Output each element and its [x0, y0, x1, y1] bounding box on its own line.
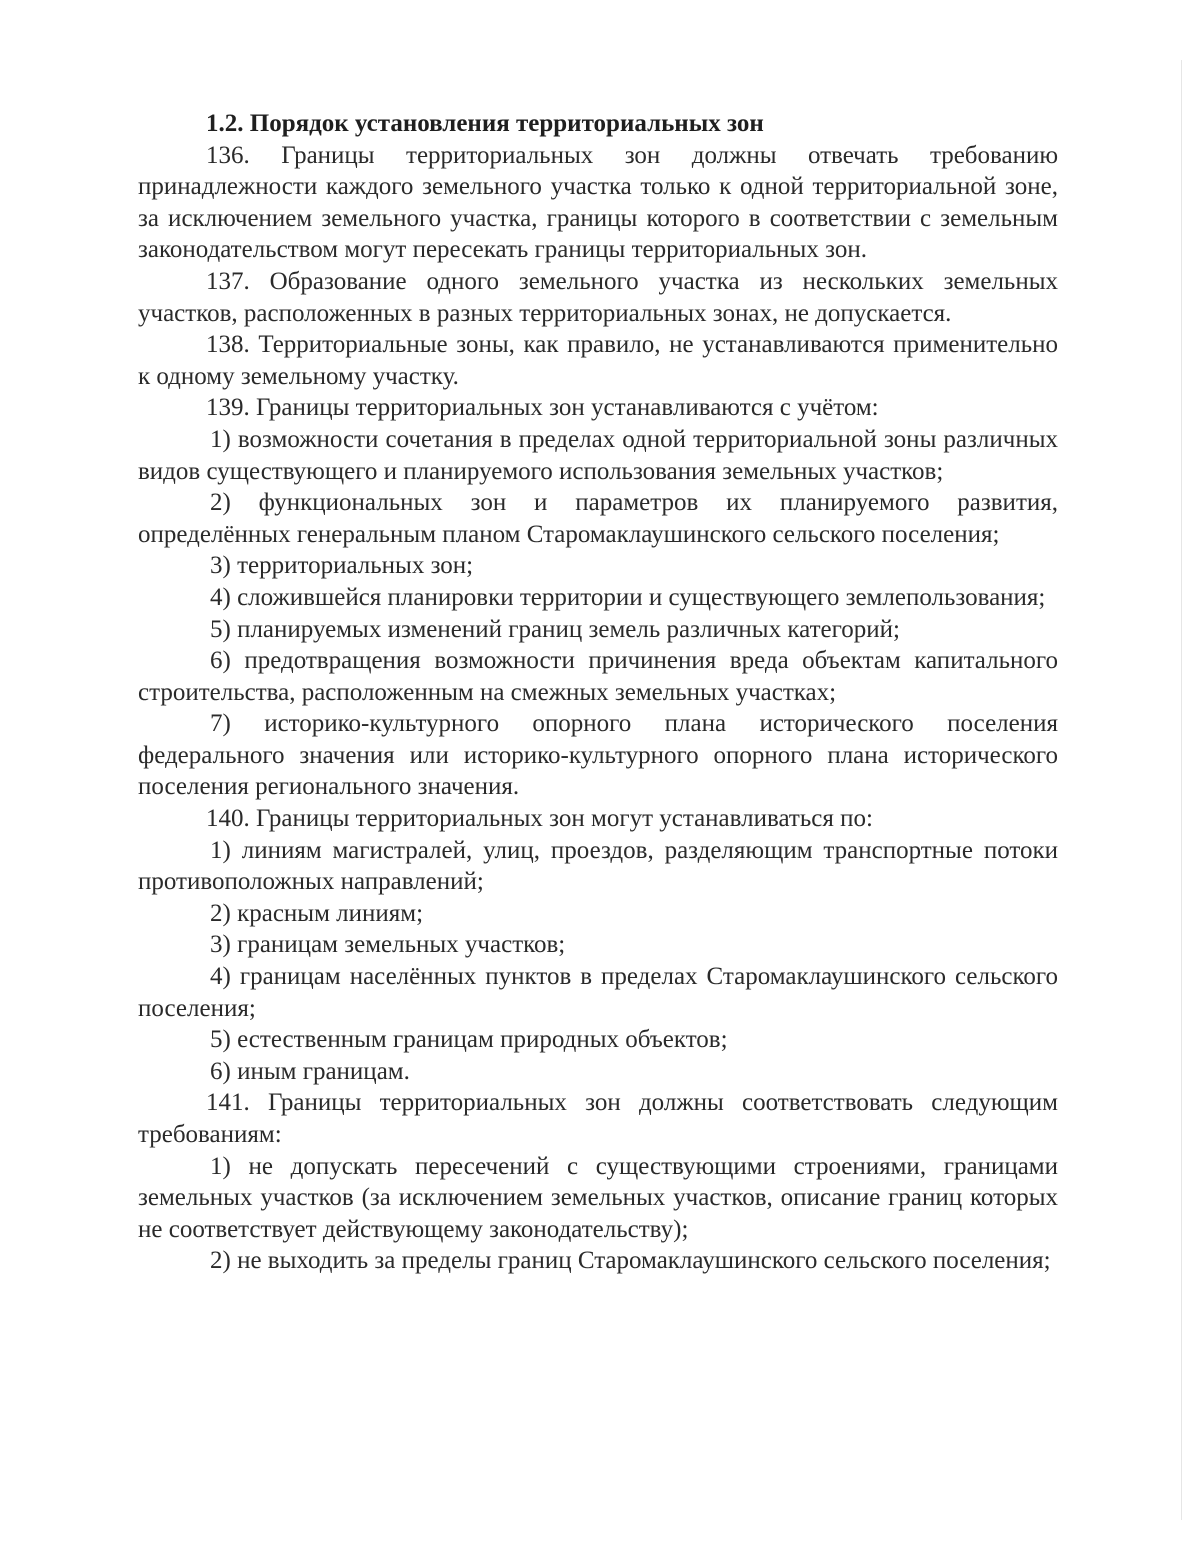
item-number: 7) [210, 710, 231, 738]
list-item [138, 582, 1058, 614]
item-number: 2) [210, 899, 231, 927]
item-text: красным линиям; [237, 899, 424, 927]
list-item [138, 835, 1058, 898]
item-number: 2) [210, 1247, 231, 1275]
scan-edge-line [1181, 60, 1182, 1520]
item-text: территориальных зон; [237, 552, 474, 580]
paragraph-number: 138. [206, 331, 250, 359]
item-text: не выходить за пределы границ Старомаклаушинского сельского поселения; [237, 1247, 1051, 1275]
section-title: 1.2. Порядок установления территориальных зон [206, 110, 764, 137]
list-item [138, 929, 1058, 961]
item-text: линиям магистралей, улиц, проездов, разделяющим транспортные потоки противоположных направлений; [138, 836, 1058, 896]
list-item [138, 487, 1058, 550]
item-number: 4) [210, 963, 231, 991]
item-number: 4) [210, 583, 231, 611]
item-number: 6) [210, 1057, 231, 1085]
paragraph-140 [138, 803, 1058, 835]
list-item [138, 708, 1058, 803]
item-text: иным границам. [237, 1057, 410, 1085]
paragraph-136 [138, 140, 1058, 266]
list-item [138, 898, 1058, 930]
item-number: 6) [210, 647, 231, 675]
item-number: 2) [210, 489, 231, 517]
list-item [138, 1245, 1058, 1277]
paragraph-text: Границы территориальных зон устанавливаются с учётом: [256, 394, 879, 422]
paragraph-139 [138, 392, 1058, 424]
item-number: 5) [210, 1026, 231, 1054]
item-number: 1) [210, 425, 231, 453]
paragraph-number: 139. [206, 394, 250, 422]
item-text: сложившейся планировки территории и существующего землепользования; [237, 583, 1046, 611]
paragraph-text: Границы территориальных зон должны соответствовать следующим требованиям: [138, 1089, 1058, 1148]
item-text: историко-культурного опорного плана исторического поселения федерального значения или историко-культурного опорного плана исторического поселения регионального значения. [138, 710, 1058, 801]
paragraph-number: 136. [206, 141, 250, 169]
list-item [138, 645, 1058, 708]
item-number: 1) [210, 836, 231, 864]
list-item [138, 961, 1058, 1024]
paragraph-number: 137. [206, 267, 250, 295]
list-item [138, 550, 1058, 582]
paragraph-137 [138, 266, 1058, 329]
document-body [138, 108, 1058, 1277]
item-text: границам земельных участков; [237, 931, 566, 959]
paragraph-138 [138, 329, 1058, 392]
item-text: не допускать пересечений с существующими строениями, границами земельных участков (за исключением земельных участков, описание границ которых не соответствует действующему законодательству); [138, 1152, 1058, 1243]
list-item [138, 614, 1058, 646]
item-text: возможности сочетания в пределах одной территориальной зоны различных видов существующего и планируемого использования земельных участков; [138, 425, 1059, 485]
paragraph-text: Территориальные зоны, как правило, не устанавливаются применительно к одному земельному участку. [138, 331, 1059, 390]
list-item [138, 424, 1058, 487]
item-text: функциональных зон и параметров их планируемого развития, определённых генеральным планом Старомаклаушинского сельского поселения; [138, 489, 1058, 548]
paragraph-text: Границы территориальных зон могут устанавливаться по: [256, 805, 873, 833]
list-item [138, 1056, 1058, 1088]
item-number: 3) [210, 552, 231, 580]
list-item [138, 1151, 1058, 1246]
item-number: 1) [210, 1152, 231, 1180]
paragraph-text: Границы территориальных зон должны отвечать требованию принадлежности каждого земельного участка только к одной территориальной зоне, за исключением земельного участка, границы которого в соответствии с земельным законодательством могут пересекать границы территориальных зон. [138, 141, 1059, 264]
list-item [138, 1024, 1058, 1056]
paragraph-141 [138, 1087, 1058, 1150]
item-number: 3) [210, 931, 231, 959]
item-text: планируемых изменений границ земель различных категорий; [237, 615, 900, 643]
item-text: границам населённых пунктов в пределах Старомаклаушинского сельского поселения; [138, 963, 1058, 1022]
paragraph-number: 141. [206, 1089, 250, 1117]
paragraph-text: Образование одного земельного участка из нескольких земельных участков, расположенных в разных территориальных зонах, не допускается. [138, 267, 1059, 327]
paragraph-number: 140. [206, 805, 250, 833]
item-text: предотвращения возможности причинения вреда объектам капитального строительства, расположенным на смежных земельных участках; [138, 647, 1059, 706]
item-text: естественным границам природных объектов; [237, 1026, 728, 1054]
item-number: 5) [210, 615, 231, 643]
